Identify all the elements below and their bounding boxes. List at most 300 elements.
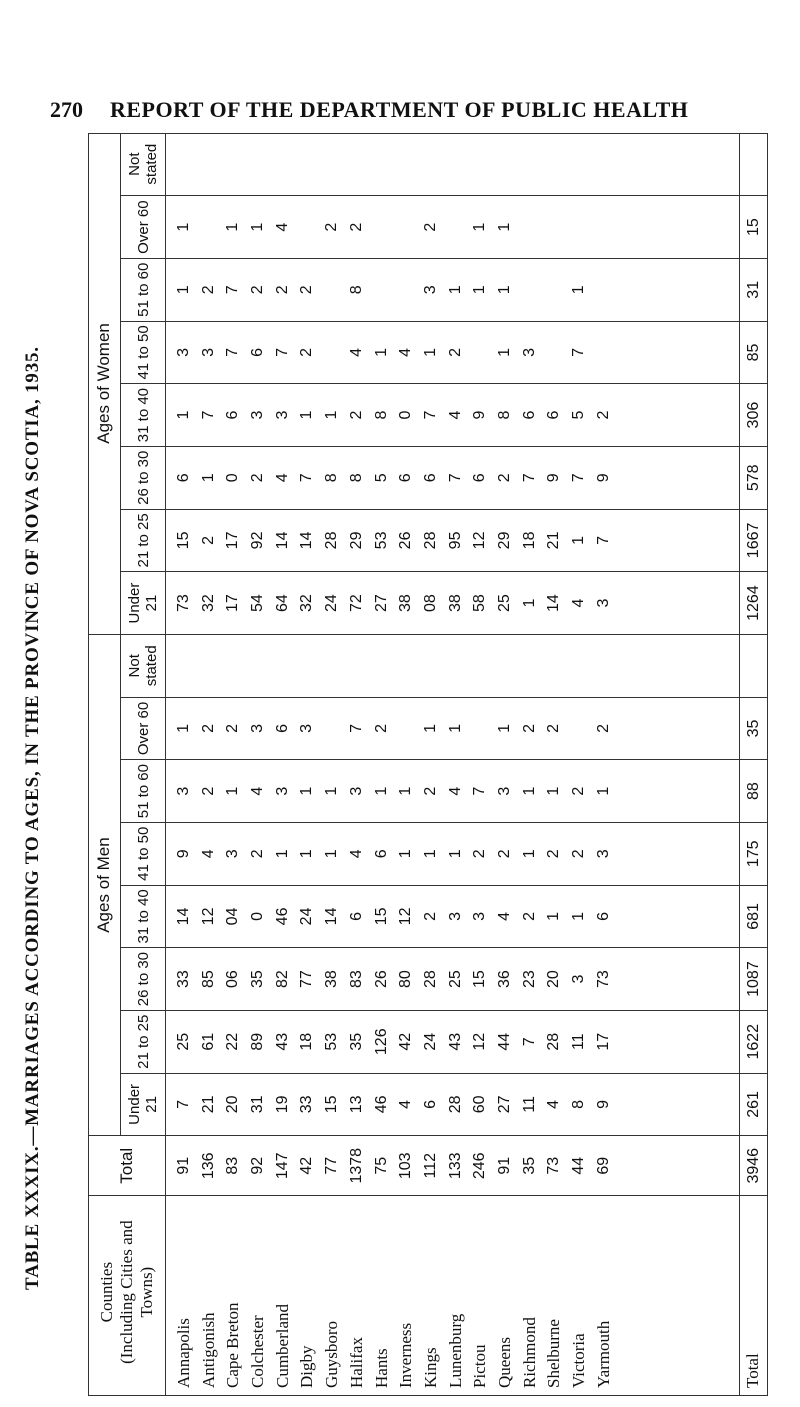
table-cell: 147 xyxy=(273,1152,291,1180)
table-cell: 1 xyxy=(520,786,538,796)
table-cell xyxy=(394,133,419,195)
table-cell: 15 xyxy=(471,970,489,988)
table-cell: 1 xyxy=(323,410,341,420)
page-header xyxy=(40,95,760,129)
men-age-header-3: 31 to 40 xyxy=(121,885,166,948)
table-cell xyxy=(271,133,296,195)
table-cell: 53 xyxy=(323,1032,341,1051)
table-cell: 6 xyxy=(520,410,538,420)
table-cell: 2 xyxy=(323,222,341,232)
table-cell: 2 xyxy=(421,222,439,232)
table-cell: 1 xyxy=(594,786,612,796)
table-cell xyxy=(468,698,493,760)
table-cell: 1 xyxy=(298,410,316,420)
table-cell: 69 xyxy=(594,1156,612,1175)
table-cell: 4 xyxy=(397,1099,415,1109)
table-cell: 4 xyxy=(347,347,365,357)
table-cell: 24 xyxy=(323,594,341,612)
table-cell: 1 xyxy=(372,786,390,796)
table-cell: 32 xyxy=(199,594,217,612)
table-cell xyxy=(542,635,567,697)
table-cell: 112 xyxy=(421,1153,439,1179)
table-cell: 1 xyxy=(545,911,563,921)
table-cell: 8 xyxy=(570,1099,587,1109)
men-age-header-0: Under 21 xyxy=(121,1073,166,1136)
table-cell: 6 xyxy=(347,911,365,921)
table-cell: 83 xyxy=(224,1156,242,1175)
county-name: Guysboro xyxy=(322,1320,342,1388)
table-cell: 14 xyxy=(545,594,563,612)
county-name: Yarmouth xyxy=(593,1320,613,1388)
table-cell xyxy=(567,698,592,760)
table-cell: 2 xyxy=(224,724,242,733)
table-cell: 8 xyxy=(347,473,365,483)
men-column-4 xyxy=(166,822,740,885)
table-cell: 3 xyxy=(298,724,316,733)
table-cell xyxy=(592,259,617,321)
table-cell: 91 xyxy=(175,1156,192,1175)
table-cell: 08 xyxy=(421,594,439,612)
table-cell: 11 xyxy=(520,1096,538,1113)
table-cell: 8 xyxy=(372,410,390,420)
table-cell: 25 xyxy=(175,1032,192,1051)
table-cell: 04 xyxy=(224,907,242,926)
table-cell: 33 xyxy=(175,970,192,988)
table-cell: 1 xyxy=(446,724,464,733)
table-cell xyxy=(197,635,222,697)
table-cell: 58 xyxy=(471,594,489,612)
table-cell: 24 xyxy=(298,907,316,926)
men-column-6 xyxy=(166,697,740,760)
table-cell: 29 xyxy=(347,531,365,550)
table-cell: 18 xyxy=(298,1032,316,1051)
table-cell: 42 xyxy=(397,1032,415,1051)
table-cell: 28 xyxy=(545,1032,563,1051)
women-total-6: 15 xyxy=(739,196,768,259)
table-cell: 35 xyxy=(347,1032,365,1051)
table-cell: 2 xyxy=(545,724,563,733)
county-name: Hants xyxy=(371,1348,391,1388)
table-cell: 1 xyxy=(372,347,390,357)
table-cell xyxy=(394,635,419,697)
men-total-2: 1087 xyxy=(739,948,768,1011)
table-cell: 73 xyxy=(594,970,612,988)
men-age-header-2: 26 to 30 xyxy=(121,948,166,1011)
county-name: Richmond xyxy=(519,1317,539,1388)
table-cell: 44 xyxy=(570,1156,587,1175)
table-cell: 4 xyxy=(273,222,291,232)
table-cell: 136 xyxy=(199,1152,217,1180)
table-cell: 3 xyxy=(471,911,489,921)
table-cell: 1 xyxy=(323,849,341,859)
table-cell: 2 xyxy=(471,849,489,859)
women-total-5: 31 xyxy=(739,258,768,321)
page-running-title: REPORT OF THE DEPARTMENT OF PUBLIC HEALTH xyxy=(110,97,689,122)
table-cell: 21 xyxy=(545,531,563,550)
table-cell: 103 xyxy=(397,1152,415,1180)
table-cell xyxy=(370,259,395,321)
stub-header-line-2: (Including Cities and Towns) xyxy=(116,1220,156,1364)
table-cell: 85 xyxy=(199,970,217,988)
table-cell: 4 xyxy=(347,849,365,859)
table-cell: 25 xyxy=(446,970,464,988)
men-total-0: 261 xyxy=(739,1073,768,1136)
county-name: Halifax xyxy=(346,1337,366,1388)
county-name: Pictou xyxy=(470,1344,490,1388)
table-cell: 7 xyxy=(421,410,439,420)
table-cell xyxy=(295,133,320,195)
table-cell xyxy=(221,133,246,195)
table-cell: 17 xyxy=(224,594,242,612)
table-cell xyxy=(394,196,419,258)
table-cell: 28 xyxy=(421,531,439,550)
table-cell: 1 xyxy=(298,786,316,796)
county-data-row xyxy=(166,133,740,1396)
men-total-6: 35 xyxy=(739,697,768,760)
table-cell: 2 xyxy=(273,285,291,295)
table-cell: 91 xyxy=(495,1156,513,1175)
table-cell: 2 xyxy=(545,849,563,859)
table-cell: 06 xyxy=(224,970,242,988)
table-cell: 28 xyxy=(446,1095,464,1114)
table-cell: 1 xyxy=(471,285,489,295)
table-cell: 6 xyxy=(471,473,489,483)
women-column-4 xyxy=(166,321,740,384)
table-cell: 3 xyxy=(570,974,587,984)
table-cell: 26 xyxy=(397,531,415,550)
table-cell xyxy=(197,196,222,258)
table-cell: 2 xyxy=(570,786,587,796)
table-cell: 7 xyxy=(570,347,587,357)
table-cell: 1 xyxy=(471,222,489,232)
table-cell: 3 xyxy=(249,410,267,420)
table-cell: 46 xyxy=(273,907,291,926)
table-cell: 82 xyxy=(273,970,291,988)
table-cell: 8 xyxy=(347,285,365,295)
table-cell: 7 xyxy=(224,285,242,295)
women-total-4: 85 xyxy=(739,321,768,384)
table-cell: 77 xyxy=(323,1156,341,1175)
table-cell: 42 xyxy=(298,1156,316,1175)
table-cell: 246 xyxy=(471,1152,489,1180)
county-name: Lunenburg xyxy=(445,1313,465,1388)
table-cell: 38 xyxy=(323,970,341,988)
table-cell: 2 xyxy=(520,911,538,921)
table-cell xyxy=(221,635,246,697)
men-age-header-4: 41 to 50 xyxy=(121,822,166,885)
women-age-header-2: 26 to 30 xyxy=(121,446,166,509)
table-cell: 7 xyxy=(446,473,464,483)
table-cell: 72 xyxy=(347,594,365,612)
county-name: Victoria xyxy=(569,1333,588,1388)
table-cell: 1 xyxy=(397,849,415,859)
table-cell: 3 xyxy=(520,347,538,357)
table-cell: 53 xyxy=(372,531,390,550)
table-cell xyxy=(197,133,222,195)
women-age-header-7: Not stated xyxy=(121,133,166,196)
table-cell: 12 xyxy=(199,907,217,926)
table-cell: 1 xyxy=(570,285,587,295)
table-cell: 2 xyxy=(298,285,316,295)
table-cell: 4 xyxy=(545,1099,563,1109)
table-cell xyxy=(493,133,518,195)
table-cell: 2 xyxy=(199,535,217,545)
table-cell: 4 xyxy=(199,849,217,859)
table-cell: 4 xyxy=(249,786,267,796)
county-name: Digby xyxy=(297,1345,317,1388)
table-cell xyxy=(518,635,543,697)
table-cell: 9 xyxy=(175,849,192,859)
table-cell: 133 xyxy=(446,1152,464,1180)
table-cell xyxy=(345,635,370,697)
county-name: Cumberland xyxy=(272,1303,292,1388)
table-cell: 28 xyxy=(421,970,439,988)
table-cell xyxy=(320,259,345,321)
total-column xyxy=(166,1136,740,1196)
table-cell: 64 xyxy=(273,594,291,612)
table-cell xyxy=(394,698,419,760)
table-cell: 7 xyxy=(570,473,587,483)
table-cell xyxy=(345,133,370,195)
table-cell: 2 xyxy=(199,786,217,796)
women-age-header-6: Over 60 xyxy=(121,196,166,259)
table-cell: 2 xyxy=(570,849,587,859)
table-cell: 7 xyxy=(175,1099,192,1109)
table-cell: 25 xyxy=(495,594,513,612)
table-cell: 4 xyxy=(273,473,291,483)
table-cell: 2 xyxy=(495,473,513,483)
men-total-7 xyxy=(739,634,768,697)
table-cell: 3 xyxy=(421,285,439,295)
table-cell: 1 xyxy=(421,849,439,859)
table-cell: 1378 xyxy=(347,1147,365,1184)
total-row xyxy=(739,133,768,1396)
table-cell xyxy=(592,133,617,195)
men-total-4: 175 xyxy=(739,822,768,885)
table-cell xyxy=(542,322,567,384)
table-cell: 27 xyxy=(372,594,390,612)
table-cell: 32 xyxy=(298,594,316,612)
table-cell: 73 xyxy=(175,594,192,612)
table-cell: 6 xyxy=(249,347,267,357)
table-cell: 6 xyxy=(421,1099,439,1109)
table-cell: 1 xyxy=(570,535,587,545)
table-cell: 83 xyxy=(347,970,365,988)
table-cell: 89 xyxy=(249,1032,267,1051)
table-cell: 46 xyxy=(372,1095,390,1114)
table-cell: 6 xyxy=(175,473,192,483)
table-cell: 6 xyxy=(273,724,291,733)
men-age-header-7: Not stated xyxy=(121,634,166,697)
table-cell: 1 xyxy=(323,786,341,796)
total-row-label: Total xyxy=(739,1196,768,1396)
table-cell: 7 xyxy=(471,786,489,796)
men-group-header: Ages of Men xyxy=(88,634,121,1135)
table-cell: 15 xyxy=(175,531,192,550)
women-age-header-4: 41 to 50 xyxy=(121,321,166,384)
table-cell: 6 xyxy=(372,849,390,859)
group-header-row xyxy=(88,133,121,1396)
table-cell: 6 xyxy=(594,911,612,921)
table-cell: 2 xyxy=(199,285,217,295)
table-cell: 11 xyxy=(570,1033,587,1051)
men-column-2 xyxy=(166,948,740,1011)
table-cell: 1 xyxy=(224,222,242,232)
table-cell: 12 xyxy=(471,531,489,550)
table-cell xyxy=(567,196,592,258)
table-cell: 12 xyxy=(471,1032,489,1051)
table-cell xyxy=(444,635,469,697)
county-name: Inverness xyxy=(396,1322,416,1388)
table-cell: 26 xyxy=(372,970,390,988)
stub-header-line-1: Counties xyxy=(96,1261,116,1323)
table-cell: 4 xyxy=(495,911,513,921)
men-age-header-5: 51 to 60 xyxy=(121,760,166,823)
table-cell: 28 xyxy=(323,531,341,550)
table-cell: 5 xyxy=(570,410,587,420)
table-cell: 31 xyxy=(249,1095,267,1114)
table-cell: 2 xyxy=(298,347,316,357)
men-column-3 xyxy=(166,885,740,948)
table-cell: 1 xyxy=(298,849,316,859)
table-cell: 0 xyxy=(397,410,415,420)
table-cell: 1 xyxy=(446,285,464,295)
table-cell: 2 xyxy=(421,911,439,921)
women-column-5 xyxy=(166,258,740,321)
women-age-header-0: Under 21 xyxy=(121,572,166,635)
county-names-cell xyxy=(166,1196,740,1396)
table-cell: 1 xyxy=(495,347,513,357)
table-cell xyxy=(271,635,296,697)
table-cell: 6 xyxy=(421,473,439,483)
table-cell: 2 xyxy=(495,849,513,859)
women-total-2: 578 xyxy=(739,446,768,509)
table-cell: 3 xyxy=(273,786,291,796)
table-cell: 1 xyxy=(545,786,563,796)
county-name: Kings xyxy=(420,1347,440,1388)
table-cell xyxy=(419,133,444,195)
women-column-7 xyxy=(166,133,740,196)
table-cell: 1 xyxy=(495,285,513,295)
table-cell: 3 xyxy=(175,786,192,796)
county-name: Annapolis xyxy=(174,1318,193,1388)
total-column-header: Total xyxy=(88,1136,166,1196)
table-cell: 4 xyxy=(446,786,464,796)
table-cell: 126 xyxy=(372,1028,390,1056)
table-cell: 2 xyxy=(594,410,612,420)
men-age-header-1: 21 to 25 xyxy=(121,1010,166,1073)
grand-total: 3946 xyxy=(739,1136,768,1196)
table-cell: 80 xyxy=(397,970,415,988)
table-cell: 2 xyxy=(347,222,365,232)
table-cell: 17 xyxy=(224,531,242,550)
women-column-6 xyxy=(166,196,740,259)
table-cell xyxy=(518,259,543,321)
table-cell: 14 xyxy=(175,907,192,926)
table-cell: 14 xyxy=(273,531,291,550)
table-cell: 20 xyxy=(224,1095,242,1114)
men-column-5 xyxy=(166,760,740,823)
table-cell: 22 xyxy=(224,1032,242,1051)
table-cell xyxy=(542,196,567,258)
table-cell: 17 xyxy=(594,1032,612,1051)
table-cell: 2 xyxy=(594,724,612,733)
table-cell: 6 xyxy=(224,410,242,420)
men-total-5: 88 xyxy=(739,760,768,823)
table-cell xyxy=(419,635,444,697)
table-cell xyxy=(468,322,493,384)
table-cell: 7 xyxy=(347,724,365,733)
table-cell: 54 xyxy=(249,594,267,612)
table-cell: 73 xyxy=(545,1156,563,1175)
table-cell xyxy=(320,322,345,384)
county-name: Antigonish xyxy=(198,1312,218,1388)
table-cell: 1 xyxy=(199,473,217,483)
table-cell: 2 xyxy=(372,724,390,733)
table-cell xyxy=(172,635,197,697)
county-name: Colchester xyxy=(248,1315,268,1388)
table-cell: 4 xyxy=(397,347,415,357)
table-cell: 4 xyxy=(446,410,464,420)
table-cell xyxy=(468,133,493,195)
table-cell: 14 xyxy=(298,531,316,550)
table-cell xyxy=(246,635,271,697)
table-cell xyxy=(394,259,419,321)
women-column-1 xyxy=(166,509,740,572)
rotated-table-container xyxy=(88,133,768,1396)
men-column-1 xyxy=(166,1010,740,1073)
women-column-0 xyxy=(166,572,740,635)
table-cell xyxy=(370,196,395,258)
table-cell: 9 xyxy=(471,410,489,420)
table-cell xyxy=(468,635,493,697)
table-cell: 3 xyxy=(273,410,291,420)
table-cell: 3 xyxy=(594,849,612,859)
table-cell: 2 xyxy=(347,410,365,420)
table-cell xyxy=(567,635,592,697)
table-cell: 9 xyxy=(545,473,563,483)
table-cell xyxy=(592,196,617,258)
table-cell: 60 xyxy=(471,1095,489,1114)
table-cell: 75 xyxy=(372,1156,390,1175)
table-cell: 3 xyxy=(224,849,242,859)
table-cell: 2 xyxy=(199,724,217,733)
table-cell: 24 xyxy=(421,1032,439,1051)
women-group-header: Ages of Women xyxy=(88,133,121,634)
county-name: Cape Breton xyxy=(223,1302,243,1388)
table-cell xyxy=(542,133,567,195)
table-cell: 27 xyxy=(495,1095,513,1114)
table-cell: 2 xyxy=(446,347,464,357)
table-cell: 1 xyxy=(397,786,415,796)
table-cell: 7 xyxy=(224,347,242,357)
table-cell: 1 xyxy=(446,849,464,859)
table-cell: 43 xyxy=(273,1032,291,1051)
table-cell xyxy=(246,133,271,195)
table-cell: 2 xyxy=(249,473,267,483)
table-cell xyxy=(320,635,345,697)
table-cell: 1 xyxy=(495,724,513,733)
table-cell: 3 xyxy=(495,786,513,796)
table-cell: 92 xyxy=(249,1156,267,1175)
table-cell: 3 xyxy=(347,786,365,796)
table-cell: 1 xyxy=(495,222,513,232)
table-cell: 4 xyxy=(570,598,587,608)
table-cell xyxy=(592,635,617,697)
table-cell: 12 xyxy=(397,907,415,926)
table-cell xyxy=(320,698,345,760)
table-cell: 2 xyxy=(249,849,267,859)
